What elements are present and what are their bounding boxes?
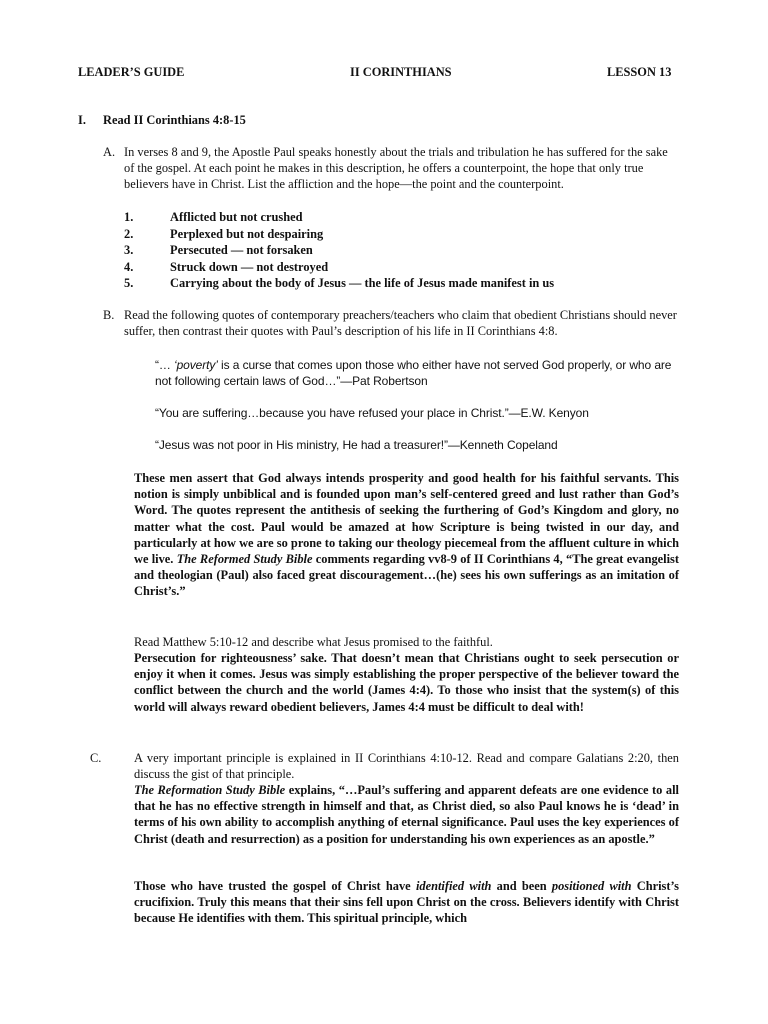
quote-text: explains, “…Paul’s suffering and apparent defeats are one evidence to all that he has no effective strength in himself and that, as Christ died, so also Paul knows he is ‘dead’ in terms of his own ability to accomplish anything of eternal significance. Paul uses the key experiences of Christ (death and resurrection) as a position for understanding his own experiences as an apostle.” — [134, 783, 679, 846]
list-item — [124, 275, 678, 292]
part-a-marker: A. — [103, 145, 116, 159]
header-book-title: II CORINTHIANS — [350, 65, 452, 79]
list-item — [124, 226, 678, 243]
matthew-answer: Persecution for righteousness’ sake. That doesn’t mean that Christians ought to seek persecution or enjoy it when it comes. Jesus was simply establishing the proper perspective of the believer toward the conflict between the church and the world (James 4:4). To those who insist that the system(s) of this world will always reward obedient believers, James 4:4 must be difficult to deal with! — [134, 651, 679, 714]
quote-robertson — [155, 357, 679, 389]
book-title: The Reformation Study Bible — [134, 783, 286, 797]
list-item-number: 5. — [124, 276, 134, 291]
quote-emphasis: ‘poverty’ — [174, 358, 218, 372]
list-item — [124, 209, 678, 226]
answer-text: and been — [491, 879, 552, 893]
quote-text: is a curse that comes upon those who either have not served God properly, or who are not following certain laws of God…”—Pat Robertson — [155, 358, 672, 389]
section-title: Read II Corinthians 4:8-15 — [103, 113, 246, 127]
list-item-text: Perplexed but not despairing — [170, 226, 324, 241]
section-number: I. — [78, 113, 86, 127]
part-c-intro: A very important principle is explained in II Corinthians 4:10-12. Read and compare Galatians 2:20, then discuss the gist of that principle. — [134, 751, 679, 782]
emphasis: identified with — [415, 879, 492, 893]
answer-text: Christ’s crucifixion. Truly this means that their sins fell upon Christ on the cross. Believers identify with Christ because He identifies with them. This spiritual principle, which — [134, 879, 679, 926]
part-c-marker: C. — [90, 751, 102, 765]
quote-copeland: “Jesus was not poor in His ministry, He had a treasurer!”—Kenneth Copeland — [155, 438, 558, 452]
list-item — [124, 259, 678, 276]
header-guide-title: LEADER’S GUIDE — [78, 65, 185, 79]
list-item-number: 1. — [124, 210, 134, 224]
list-item — [124, 242, 678, 259]
part-c-answer — [134, 878, 679, 927]
reformation-quote — [134, 782, 679, 847]
part-b-marker: B. — [103, 308, 115, 322]
list-item-text: Persecuted — not forsaken — [170, 243, 313, 258]
emphasis: positioned with — [551, 879, 632, 893]
answer-text: Those who have trusted the gospel of Christ have — [134, 879, 416, 893]
answer-text: comments regarding vv8-9 of II Corinthians 4, “The great evangelist and theologian (Paul) also faced great discouragement…(he) sees his own sufferings as an imitation of Christ’s.” — [134, 552, 680, 599]
list-item-text: Afflicted but not crushed — [170, 210, 303, 224]
quote-kenyon: “You are suffering…because you have refused your place in Christ.”—E.W. Kenyon — [155, 406, 589, 420]
header-lesson-number: LESSON 13 — [607, 65, 672, 79]
quote-text: “… — [155, 358, 175, 372]
list-item-text: Struck down — not destroyed — [170, 259, 329, 274]
matthew-prompt: Read Matthew 5:10-12 and describe what Jesus promised to the faithful. — [134, 635, 493, 649]
list-item-number: 4. — [124, 259, 134, 274]
list-item-number: 2. — [124, 226, 134, 241]
affliction-list — [124, 209, 678, 292]
part-b-answer — [134, 470, 679, 600]
part-b-intro: Read the following quotes of contemporary preachers/teachers who claim that obedient Christians should never suffer, then contrast their quotes with Paul’s description of his life in II Corinthians 4:8. — [124, 308, 677, 339]
book-title: The Reformed Study Bible — [176, 552, 313, 567]
list-item-number: 3. — [124, 243, 134, 258]
list-item-text: Carrying about the body of Jesus — the life of Jesus made manifest in us — [170, 276, 555, 291]
answer-text: These men assert that God always intends prosperity and good health for his faithful servants. This notion is simply unbiblical and is founded upon man’s self-centered greed and lust rather than God’s Word. The quotes represent the antithesis of seeking the furthering of God’s Kingdom and glory, no matter what the cost. Paul would be amazed at how Scripture is being twisted in our day, and particularly at how we are so prone to taking our theology piecemeal from the affluent culture in which we live. — [134, 471, 679, 567]
part-a-intro: In verses 8 and 9, the Apostle Paul speaks honestly about the trials and tribulation he has suffered for the sake of the gospel. At each point he makes in this description, he offers a counterpoint, the hope that only true believers have in Christ. List the affliction and the hope—the point and the counterpoint. — [124, 145, 668, 192]
